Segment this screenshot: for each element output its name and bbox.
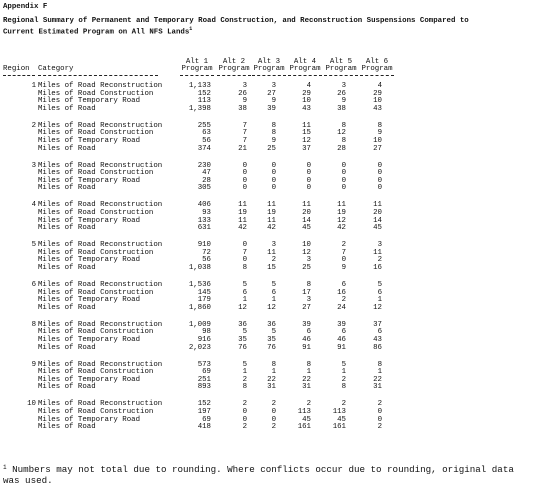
row-value: 197: [197, 408, 211, 416]
title-footnote-mark: 1: [189, 26, 193, 32]
row-category: Miles of Road Construction: [38, 368, 154, 377]
row-value: 2,023: [188, 343, 211, 352]
category-header: Category: [38, 65, 74, 73]
row-value: 25: [302, 264, 311, 272]
row-category: Miles of Road: [38, 383, 96, 392]
row-value: 37: [302, 144, 311, 153]
row-value: 0: [377, 176, 382, 185]
row-value: 2: [377, 400, 382, 409]
alt-header-line2: Program: [361, 65, 393, 73]
region-number: 5: [31, 241, 36, 250]
row-category: Miles of Road Construction: [38, 169, 154, 178]
row-value: 69: [202, 368, 211, 377]
row-category: Miles of Temporary Road: [38, 137, 141, 145]
alt-header-line1: Alt 5: [329, 58, 353, 66]
row-value: 0: [242, 184, 247, 193]
row-category: Miles of Road Construction: [38, 89, 154, 98]
row-value: 12: [373, 303, 382, 312]
row-value: 56: [202, 137, 211, 145]
row-value: 1,038: [188, 264, 211, 272]
footnote: [3, 464, 533, 486]
alt-header-line1: Alt 2: [222, 58, 246, 66]
row-value: 161: [297, 423, 311, 432]
row-value: 152: [197, 89, 211, 98]
row-value: 11: [302, 201, 311, 210]
row-value: 29: [373, 89, 382, 98]
alt-header-rule: [252, 75, 286, 76]
row-value: 6: [271, 288, 276, 297]
row-value: 1,398: [188, 104, 211, 113]
row-value: 25: [267, 144, 276, 153]
row-value: 11: [267, 201, 276, 210]
region-number: 9: [31, 360, 36, 369]
row-value: 72: [202, 248, 211, 257]
row-category: Miles of Temporary Road: [38, 375, 141, 384]
row-value: 1: [377, 368, 382, 377]
row-value: 5: [271, 328, 276, 337]
row-value: 0: [377, 408, 382, 416]
row-value: 6: [341, 281, 346, 289]
row-value: 6: [242, 288, 247, 297]
row-value: 1: [242, 368, 247, 377]
row-value: 5: [242, 328, 247, 337]
row-value: 19: [267, 209, 276, 217]
row-value: 39: [302, 320, 311, 329]
row-value: 0: [242, 169, 247, 178]
row-value: 46: [337, 336, 346, 344]
row-value: 11: [373, 248, 382, 257]
row-category: Miles of Temporary Road: [38, 216, 141, 225]
row-category: Miles of Road: [38, 184, 96, 193]
row-value: 7: [242, 248, 247, 257]
row-value: 31: [302, 383, 311, 392]
row-value: 1: [271, 296, 276, 305]
row-value: 1: [341, 368, 346, 377]
row-value: 8: [271, 360, 276, 369]
row-value: 0: [377, 184, 382, 193]
row-category: Miles of Road: [38, 264, 96, 272]
alt-header-rule: [288, 75, 322, 76]
row-value: 42: [337, 224, 346, 233]
row-value: 5: [242, 281, 247, 289]
region-number: 6: [31, 281, 36, 289]
row-value: 43: [302, 104, 311, 113]
row-value: 3: [341, 82, 346, 90]
row-value: 20: [302, 209, 311, 217]
row-value: 0: [306, 184, 311, 193]
row-category: Miles of Road Construction: [38, 248, 154, 257]
row-value: 35: [238, 336, 247, 344]
row-value: 8: [242, 264, 247, 272]
row-value: 305: [197, 184, 211, 193]
alt-header-line1: Alt 3: [257, 58, 281, 66]
row-value: 1: [271, 368, 276, 377]
row-category: Miles of Temporary Road: [38, 296, 141, 305]
row-value: 27: [373, 144, 382, 153]
row-value: 10: [302, 97, 311, 106]
row-category: Miles of Temporary Road: [38, 415, 141, 424]
row-value: 12: [337, 216, 346, 225]
category-header-rule: [38, 75, 158, 76]
row-category: Miles of Road Construction: [38, 209, 154, 217]
row-value: 0: [242, 415, 247, 424]
row-value: 2: [341, 241, 346, 250]
row-value: 91: [337, 343, 346, 352]
row-value: 86: [373, 343, 382, 352]
row-value: 7: [242, 137, 247, 145]
row-value: 916: [197, 336, 211, 344]
row-value: 6: [377, 328, 382, 337]
row-value: 152: [197, 400, 211, 409]
row-value: 56: [202, 256, 211, 265]
row-category: Miles of Road Construction: [38, 328, 154, 337]
row-category: Miles of Road Reconstruction: [38, 281, 163, 289]
row-category: Miles of Road Reconstruction: [38, 400, 163, 409]
row-category: Miles of Road Reconstruction: [38, 360, 163, 369]
row-value: 8: [377, 121, 382, 130]
row-value: 2: [271, 423, 276, 432]
alt-header-line2: Program: [181, 65, 213, 73]
row-value: 179: [197, 296, 211, 305]
row-value: 0: [242, 161, 247, 170]
row-value: 2: [242, 400, 247, 409]
row-value: 9: [341, 97, 346, 106]
row-value: 21: [238, 144, 247, 153]
row-value: 12: [337, 129, 346, 138]
row-value: 2: [306, 400, 311, 409]
alt-header-line1: Alt 6: [365, 58, 389, 66]
row-value: 8: [271, 121, 276, 130]
region-header: Region: [3, 65, 30, 73]
row-value: 29: [302, 89, 311, 98]
alt-header-line2: Program: [218, 65, 250, 73]
row-value: 0: [377, 169, 382, 178]
row-value: 2: [377, 423, 382, 432]
row-value: 7: [242, 129, 247, 138]
row-value: 8: [377, 360, 382, 369]
row-value: 0: [341, 161, 346, 170]
row-category: Miles of Road Reconstruction: [38, 121, 163, 130]
row-value: 0: [271, 184, 276, 193]
row-value: 3: [306, 296, 311, 305]
row-value: 0: [377, 161, 382, 170]
region-number: 8: [31, 320, 36, 329]
row-value: 39: [267, 104, 276, 113]
row-value: 0: [341, 184, 346, 193]
row-value: 0: [341, 176, 346, 185]
row-category: Miles of Road Construction: [38, 129, 154, 138]
row-value: 31: [373, 383, 382, 392]
row-value: 9: [341, 264, 346, 272]
row-value: 0: [271, 176, 276, 185]
row-value: 26: [238, 89, 247, 98]
row-value: 63: [202, 129, 211, 138]
row-category: Miles of Road: [38, 303, 96, 312]
row-category: Miles of Road Reconstruction: [38, 320, 163, 329]
row-value: 9: [377, 129, 382, 138]
row-value: 15: [267, 264, 276, 272]
region-number: 2: [31, 121, 36, 130]
row-value: 14: [302, 216, 311, 225]
row-value: 5: [341, 360, 346, 369]
row-value: 631: [197, 224, 211, 233]
row-value: 11: [337, 201, 346, 210]
row-value: 8: [271, 129, 276, 138]
row-value: 10: [373, 97, 382, 106]
row-value: 11: [238, 201, 247, 210]
row-value: 6: [377, 288, 382, 297]
row-value: 9: [271, 137, 276, 145]
region-number: 3: [31, 161, 36, 170]
region-header-rule: [3, 75, 35, 76]
row-value: 1,536: [188, 281, 211, 289]
row-value: 0: [306, 161, 311, 170]
appendix-label: Appendix F: [3, 3, 48, 11]
row-value: 91: [302, 343, 311, 352]
row-value: 76: [267, 343, 276, 352]
row-category: Miles of Road Reconstruction: [38, 241, 163, 250]
row-category: Miles of Road: [38, 423, 96, 432]
row-value: 0: [377, 415, 382, 424]
row-value: 3: [377, 241, 382, 250]
region-number: 4: [31, 201, 36, 210]
row-value: 2: [242, 375, 247, 384]
row-value: 0: [341, 169, 346, 178]
row-value: 2: [271, 400, 276, 409]
row-value: 1,009: [188, 320, 211, 329]
row-value: 7: [242, 121, 247, 130]
row-value: 1: [306, 368, 311, 377]
footnote-text: Numbers may not total due to rounding. Where conflicts occur due to rounding, original data was used.: [3, 464, 514, 486]
row-category: Miles of Temporary Road: [38, 97, 141, 106]
row-value: 230: [197, 161, 211, 170]
row-value: 20: [373, 209, 382, 217]
row-value: 255: [197, 121, 211, 130]
table-title-line2: [3, 25, 192, 37]
row-value: 0: [271, 415, 276, 424]
row-value: 22: [267, 375, 276, 384]
row-value: 12: [302, 137, 311, 145]
row-category: Miles of Road Reconstruction: [38, 201, 163, 210]
row-value: 3: [271, 241, 276, 250]
row-value: 46: [302, 336, 311, 344]
alt-header-rule: [180, 75, 214, 76]
row-value: 910: [197, 241, 211, 250]
row-value: 1,860: [188, 303, 211, 312]
row-category: Miles of Road Reconstruction: [38, 82, 163, 90]
row-value: 418: [197, 423, 211, 432]
row-value: 12: [302, 248, 311, 257]
row-value: 0: [306, 176, 311, 185]
row-value: 24: [337, 303, 346, 312]
alt-header-line1: Alt 4: [293, 58, 317, 66]
row-value: 12: [238, 303, 247, 312]
row-value: 26: [337, 89, 346, 98]
row-value: 9: [271, 97, 276, 106]
row-value: 0: [271, 408, 276, 416]
row-value: 10: [302, 241, 311, 250]
row-value: 0: [242, 176, 247, 185]
row-value: 98: [202, 328, 211, 337]
row-value: 45: [302, 415, 311, 424]
row-value: 1,133: [188, 82, 211, 90]
alt-header-rule: [217, 75, 251, 76]
row-value: 16: [373, 264, 382, 272]
row-value: 2: [271, 256, 276, 265]
row-value: 4: [306, 82, 311, 90]
row-value: 0: [242, 408, 247, 416]
row-value: 0: [271, 161, 276, 170]
row-value: 36: [238, 320, 247, 329]
row-value: 38: [238, 104, 247, 113]
row-category: Miles of Road: [38, 224, 96, 233]
alt-header-line2: Program: [325, 65, 357, 73]
row-value: 0: [341, 256, 346, 265]
row-category: Miles of Road Reconstruction: [38, 161, 163, 170]
row-value: 45: [373, 224, 382, 233]
row-value: 3: [271, 82, 276, 90]
row-category: Miles of Temporary Road: [38, 336, 141, 344]
row-value: 11: [373, 201, 382, 210]
row-value: 43: [373, 104, 382, 113]
table-title-line2-text: Current Estimated Program on All NFS Lands: [3, 28, 190, 37]
row-value: 45: [302, 224, 311, 233]
row-value: 113: [332, 408, 346, 416]
row-value: 11: [238, 216, 247, 225]
row-value: 11: [302, 121, 311, 130]
row-value: 0: [242, 241, 247, 250]
row-value: 8: [341, 121, 346, 130]
row-value: 11: [267, 248, 276, 257]
row-value: 2: [242, 423, 247, 432]
row-value: 38: [337, 104, 346, 113]
row-value: 10: [373, 137, 382, 145]
row-value: 0: [271, 169, 276, 178]
row-category: Miles of Road Construction: [38, 408, 154, 416]
row-value: 2: [341, 296, 346, 305]
row-category: Miles of Road Construction: [38, 288, 154, 297]
row-value: 5: [242, 360, 247, 369]
row-value: 45: [337, 415, 346, 424]
row-category: Miles of Road: [38, 104, 96, 113]
row-value: 93: [202, 209, 211, 217]
row-value: 113: [197, 97, 211, 106]
row-value: 76: [238, 343, 247, 352]
row-value: 2: [341, 400, 346, 409]
row-value: 43: [373, 336, 382, 344]
row-value: 27: [267, 89, 276, 98]
row-value: 22: [373, 375, 382, 384]
row-value: 28: [202, 176, 211, 185]
row-value: 16: [337, 288, 346, 297]
row-value: 19: [238, 209, 247, 217]
region-number: 10: [27, 400, 36, 409]
row-value: 35: [267, 336, 276, 344]
table-title-line1: Regional Summary of Permanent and Temporary Road Construction, and Reconstruction Suspensions Compared to: [3, 17, 469, 25]
row-value: 133: [197, 216, 211, 225]
row-value: 22: [302, 375, 311, 384]
row-value: 69: [202, 415, 211, 424]
row-value: 12: [267, 303, 276, 312]
alt-header-line1: Alt 1: [185, 58, 209, 66]
row-value: 47: [202, 169, 211, 178]
row-value: 6: [341, 328, 346, 337]
row-value: 5: [271, 281, 276, 289]
row-value: 31: [267, 383, 276, 392]
row-value: 0: [242, 256, 247, 265]
row-value: 5: [377, 281, 382, 289]
row-value: 11: [267, 216, 276, 225]
row-value: 3: [306, 256, 311, 265]
row-value: 893: [197, 383, 211, 392]
row-value: 39: [337, 320, 346, 329]
row-value: 8: [341, 383, 346, 392]
row-value: 28: [337, 144, 346, 153]
row-value: 6: [306, 328, 311, 337]
row-value: 0: [306, 169, 311, 178]
row-value: 4: [377, 82, 382, 90]
row-value: 36: [267, 320, 276, 329]
row-value: 2: [377, 256, 382, 265]
row-value: 27: [302, 303, 311, 312]
row-value: 1: [377, 296, 382, 305]
row-value: 8: [306, 281, 311, 289]
row-value: 573: [197, 360, 211, 369]
row-category: Miles of Temporary Road: [38, 176, 141, 185]
alt-header-line2: Program: [253, 65, 285, 73]
row-category: Miles of Road: [38, 144, 96, 153]
row-value: 8: [341, 137, 346, 145]
footnote-mark: 1: [3, 464, 7, 471]
row-value: 113: [297, 408, 311, 416]
row-category: Miles of Temporary Road: [38, 256, 141, 265]
row-value: 19: [337, 209, 346, 217]
row-value: 15: [302, 129, 311, 138]
row-value: 251: [197, 375, 211, 384]
row-value: 8: [242, 383, 247, 392]
row-value: 7: [341, 248, 346, 257]
alt-header-rule: [360, 75, 394, 76]
row-value: 42: [267, 224, 276, 233]
row-value: 37: [373, 320, 382, 329]
row-value: 14: [373, 216, 382, 225]
row-value: 374: [197, 144, 211, 153]
row-value: 3: [242, 82, 247, 90]
row-value: 42: [238, 224, 247, 233]
row-value: 8: [306, 360, 311, 369]
row-value: 161: [332, 423, 346, 432]
row-value: 406: [197, 201, 211, 210]
row-value: 1: [242, 296, 247, 305]
row-value: 17: [302, 288, 311, 297]
alt-header-line2: Program: [289, 65, 321, 73]
row-value: 2: [341, 375, 346, 384]
row-value: 9: [242, 97, 247, 106]
region-number: 1: [31, 82, 36, 90]
row-value: 145: [197, 288, 211, 297]
alt-header-rule: [324, 75, 358, 76]
row-category: Miles of Road: [38, 343, 96, 352]
